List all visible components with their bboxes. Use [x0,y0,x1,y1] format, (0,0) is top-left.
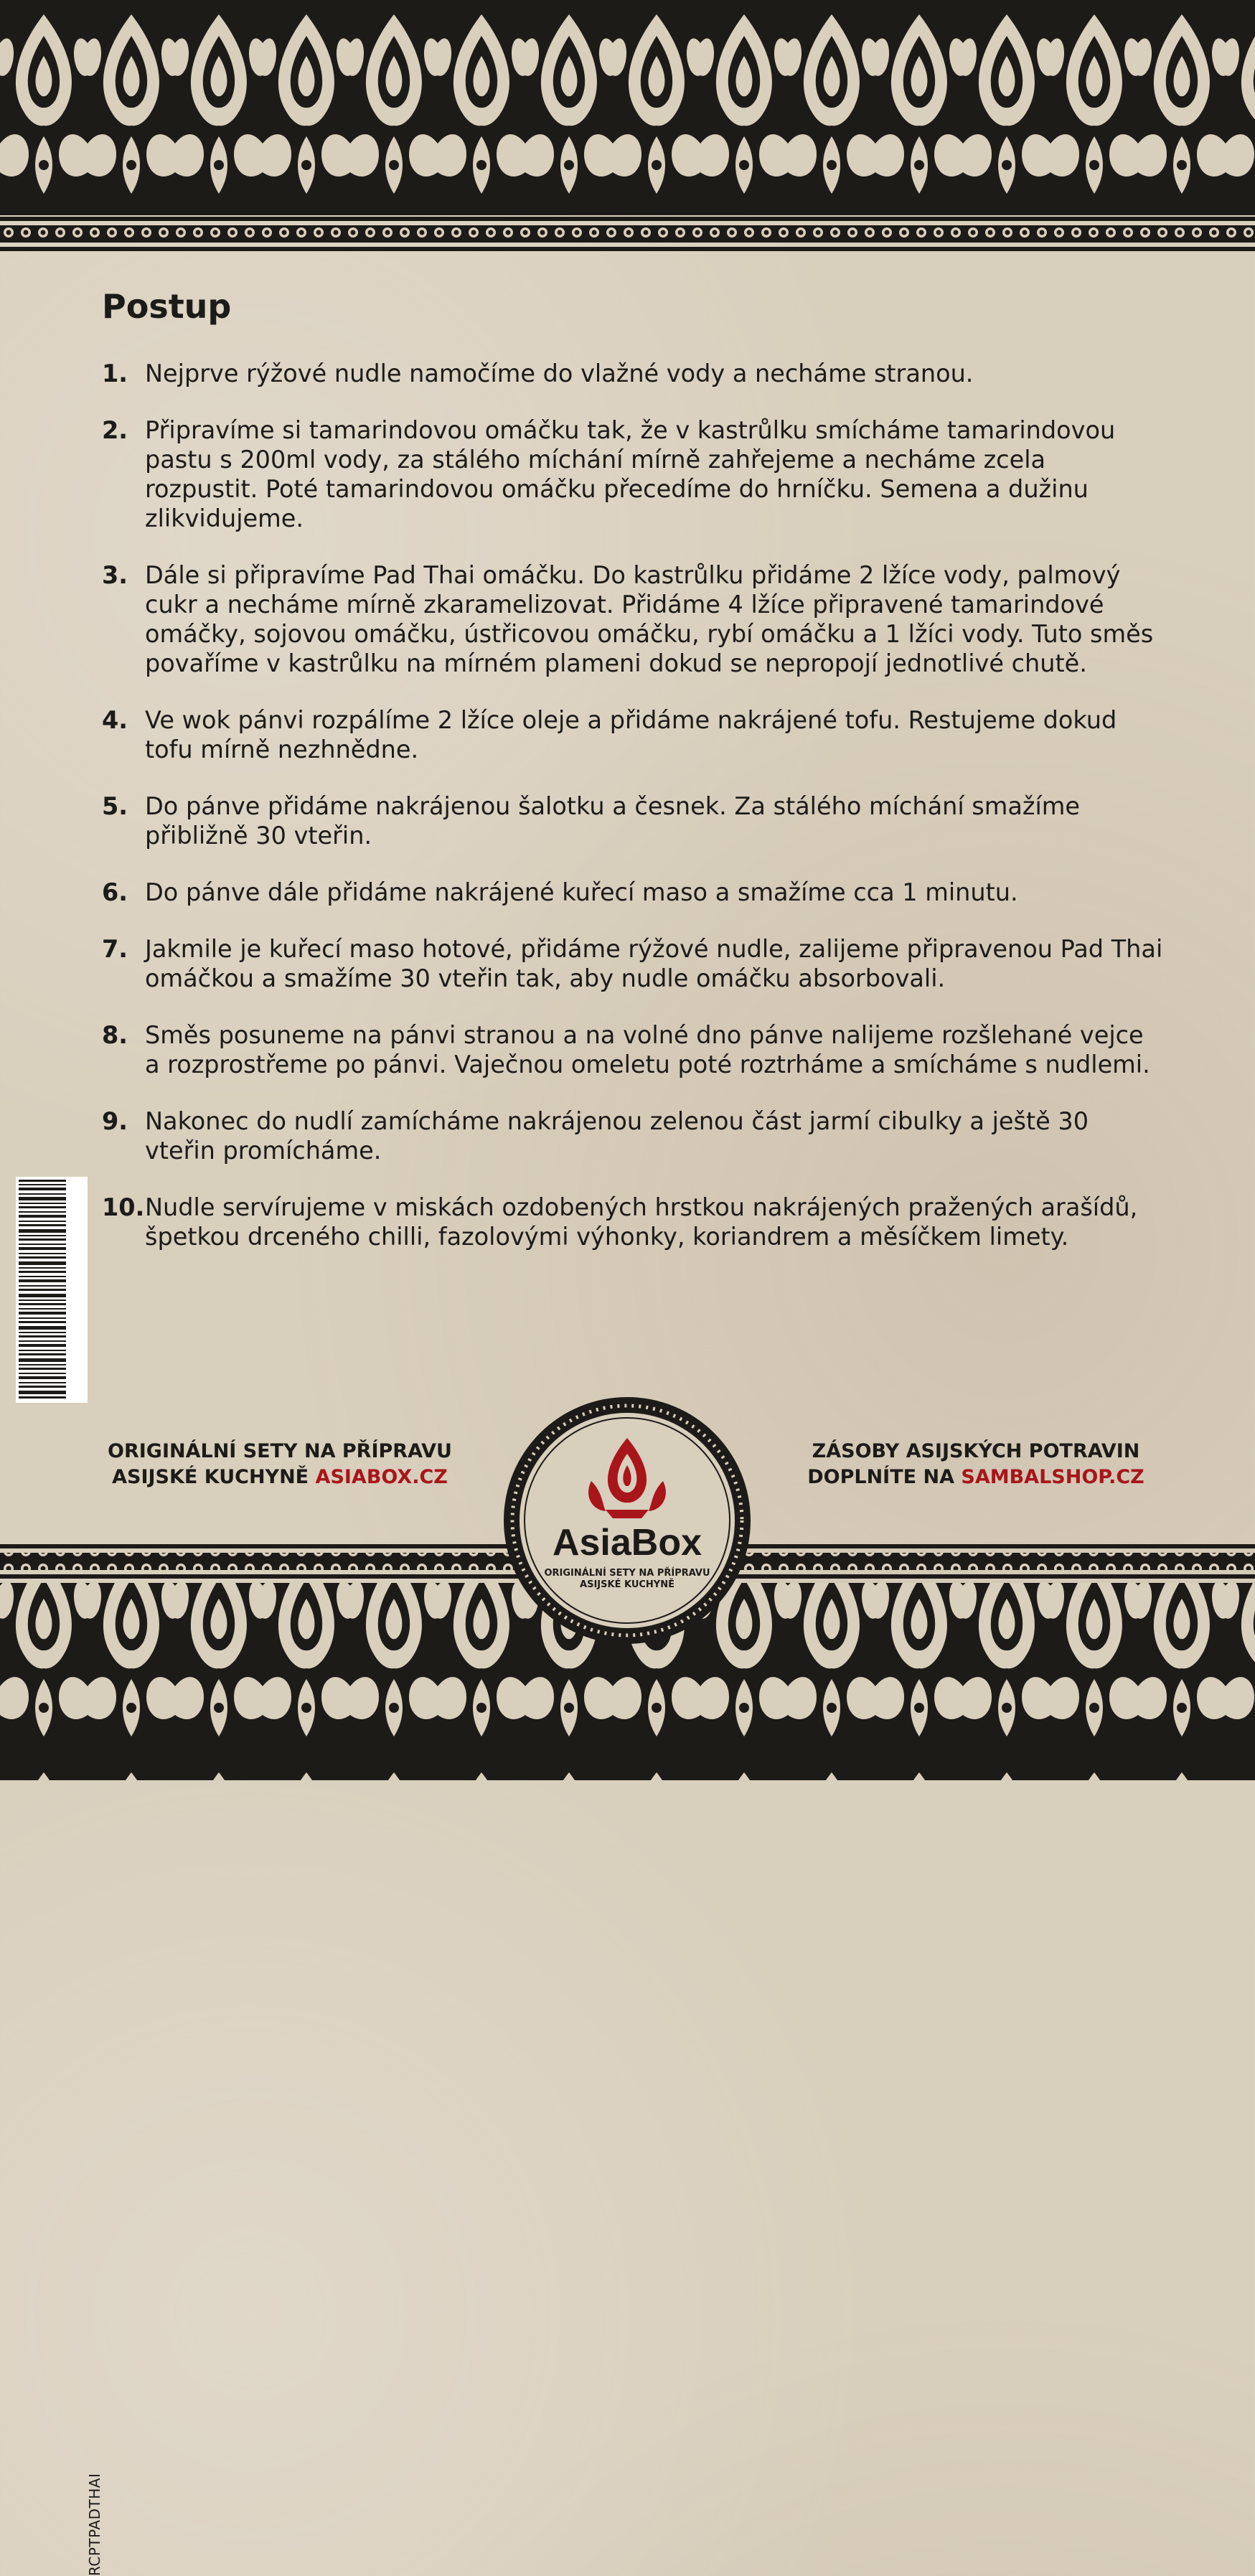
step-number: 6. [102,878,128,906]
list-item [102,791,1164,850]
step-text: Nejprve rýžové nudle namočíme do vlažné vody a necháme stranou. [145,359,974,387]
step-number: 4. [102,706,128,734]
logo-wordmark: AsiaBox [552,1522,702,1564]
promo-sambalshop [782,1439,1170,1490]
list-item [102,705,1164,764]
page-title: Postup [102,287,232,326]
barcode-code: RCPTPADTHAI [86,2473,103,2576]
step-number: 2. [102,416,128,444]
list-item [102,1106,1164,1165]
promo-line: ORIGINÁLNÍ SETY NA PŘÍPRAVU [108,1440,452,1462]
logo-tagline-line: ORIGINÁLNÍ SETY NA PŘÍPRAVU [544,1568,710,1579]
promo-line [782,1465,1170,1490]
list-item [102,1020,1164,1079]
recipe-steps [102,359,1164,1279]
step-text: Dále si připravíme Pad Thai omáčku. Do kastrůlku přidáme 2 lžíce vody, palmový cukr a necháme mírně zkaramelizovat. Přidáme 4 lžíce připravené tamarindové omáčky, sojovou omáčku, ústřicovou omáčku, rybí omáčku a 1 lžíci vody. Tuto směs povaříme v kastrůlku na mírném plameni dokud se nepropojí jednotlivé chutě. [145,561,1154,677]
asiabox-link[interactable]: ASIABOX.CZ [315,1466,448,1488]
promo-line-text: ASIJSKÉ KUCHYNĚ [112,1466,309,1488]
list-item [102,1193,1164,1251]
step-number: 8. [102,1021,128,1049]
barcode [16,1177,103,2576]
barcode-bars [16,1177,70,1403]
step-text: Jakmile je kuřecí maso hotové, přidáme rýžové nudle, zalijeme připravenou Pad Thai omáčkou a smažíme 30 vteřin tak, aby nudle omáčku absorbovali. [145,935,1163,992]
step-number: 7. [102,935,128,963]
list-item [102,560,1164,678]
list-item [102,359,1164,388]
step-number: 9. [102,1107,128,1135]
step-text: Do pánve dále přidáme nakrájené kuřecí maso a smažíme cca 1 minutu. [145,878,1018,906]
step-text: Připravíme si tamarindovou omáčku tak, že v kastrůlku smícháme tamarindovou pastu s 200ml vody, za stálého míchání mírně zahřejeme a necháme zcela rozpustit. Poté tamarindovou omáčku přecedíme do hrníčku. Semena a dužinu zlikvidujeme. [145,416,1116,532]
step-text: Směs posuneme na pánvi stranou a na volné dno pánve nalijeme rozšlehané vejce a rozprostřeme po pánvi. Vaječnou omeletu poté roztrháme a smícháme s nudlemi. [145,1021,1150,1078]
sambalshop-link[interactable]: SAMBALSHOP.CZ [961,1466,1144,1488]
step-number: 5. [102,792,128,820]
promo-line [86,1465,474,1490]
asiabox-logo [502,1395,753,1646]
step-number: 1. [102,359,128,387]
step-text: Nakonec do nudlí zamícháme nakrájenou zelenou část jarmí cibulky a ještě 30 vteřin promícháme. [145,1107,1089,1165]
top-ornament-border [0,0,1255,255]
list-item [102,878,1164,907]
logo-tagline-line: ASIJSKÉ KUCHYNĚ [580,1579,674,1590]
step-text: Ve wok pánvi rozpálíme 2 lžíce oleje a přidáme nakrájené tofu. Restujeme dokud tofu mírně nezhnědne. [145,706,1117,763]
step-number: 10. [102,1193,145,1221]
promo-line-text: DOPLNÍTE NA [807,1466,954,1488]
step-text: Nudle servírujeme v miskách ozdobených hrstkou nakrájených pražených arašídů, špetkou drceného chilli, fazolovými výhonky, koriandrem a měsíčkem limety. [145,1193,1138,1251]
step-number: 3. [102,561,128,589]
promo-line: ZÁSOBY ASIJSKÝCH POTRAVIN [812,1440,1140,1462]
list-item [102,934,1164,993]
promo-asiabox [86,1439,474,1490]
step-text: Do pánve přidáme nakrájenou šalotku a česnek. Za stálého míchání smažíme přibližně 30 vteřin. [145,792,1081,850]
logo-tagline [502,1568,753,1591]
list-item [102,415,1164,533]
